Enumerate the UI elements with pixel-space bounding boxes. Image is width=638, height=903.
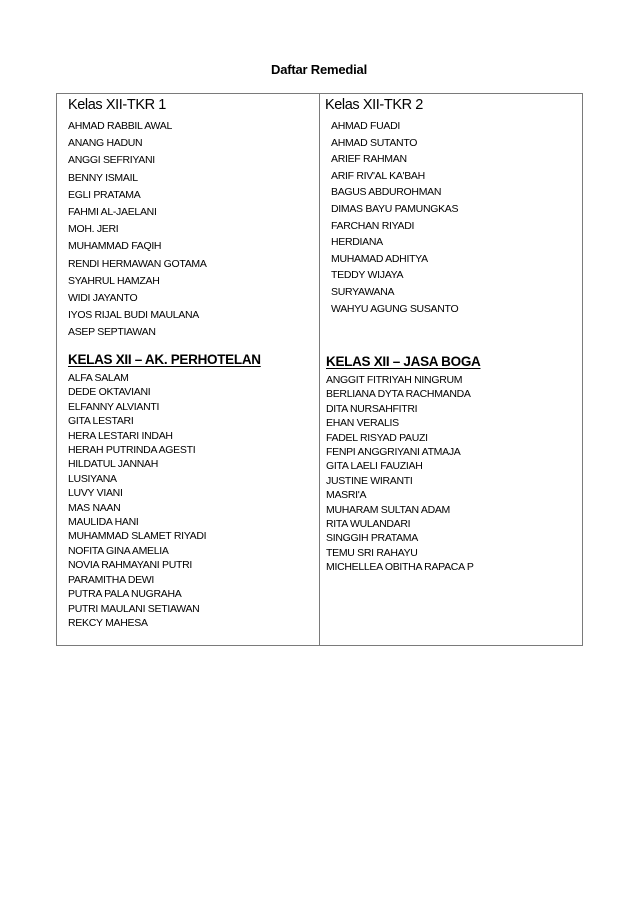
student-name: BERLIANA DYTA RACHMANDA	[326, 388, 471, 401]
student-name: EGLI PRATAMA	[68, 188, 141, 201]
student-name: HERAH PUTRINDA AGESTI	[68, 444, 196, 457]
column-divider	[319, 94, 320, 645]
name-list-tkr2	[325, 118, 458, 317]
student-name: MUHAMMAD FAQIH	[68, 240, 162, 253]
student-name: EHAN VERALIS	[326, 417, 399, 430]
student-name: MICHELLEA OBITHA RAPACA P	[326, 561, 474, 574]
student-name: HILDATUL JANNAH	[68, 458, 159, 471]
student-name: AHMAD RABBIL AWAL	[68, 120, 173, 132]
section-heading-jasaboga: KELAS XII – JASA BOGA	[326, 354, 481, 369]
student-name: TEMU SRI RAHAYU	[326, 546, 418, 559]
student-name: ANGGI SEFRIYANI	[68, 154, 155, 167]
section-tkr1	[68, 96, 207, 342]
student-name: BENNY ISMAIL	[68, 171, 138, 184]
student-name: DITA NURSAHFITRI	[326, 402, 418, 415]
student-name: WIDI JAYANTO	[68, 292, 138, 305]
section-heading-perhotelan: KELAS XII – AK. PERHOTELAN	[68, 352, 261, 367]
student-name: MUHAMAD ADHITYA	[331, 252, 428, 265]
student-name: NOVIA RAHMAYANI PUTRI	[68, 559, 192, 572]
student-name: NOFITA GINA AMELIA	[68, 544, 169, 557]
student-name: SINGGIH PRATAMA	[326, 532, 418, 545]
section-jasaboga	[326, 353, 480, 575]
student-name: SURYAWANA	[331, 285, 395, 298]
student-name: ALFA SALAM	[68, 372, 129, 384]
student-name: FARCHAN RIYADI	[331, 219, 415, 232]
student-name: SYAHRUL HAMZAH	[68, 274, 160, 287]
student-name: ANANG HADUN	[68, 137, 143, 150]
student-name: PARAMITHA DEWI	[68, 573, 155, 586]
name-list-perhotelan	[68, 371, 261, 630]
section-tkr2	[325, 96, 458, 317]
student-name: HERDIANA	[331, 236, 383, 249]
student-name: ARIF RIV'AL KA'BAH	[331, 169, 425, 182]
student-name: ANGGIT FITRIYAH NINGRUM	[326, 374, 463, 386]
student-name: RITA WULANDARI	[326, 518, 411, 531]
student-name: LUVY VIANI	[68, 487, 123, 500]
student-name: AHMAD FUADI	[331, 120, 401, 132]
section-perhotelan	[68, 351, 261, 630]
student-name: BAGUS ABDUROHMAN	[331, 186, 442, 199]
student-name: GITA LESTARI	[68, 415, 134, 428]
student-name: ELFANNY ALVIANTI	[68, 400, 160, 413]
student-name: WAHYU AGUNG SUSANTO	[331, 302, 459, 315]
document-title: Daftar Remedial	[271, 62, 367, 77]
student-name: ASEP SEPTIAWAN	[68, 326, 156, 339]
student-name: ARIEF RAHMAN	[331, 153, 407, 166]
student-name: GITA LAELI FAUZIAH	[326, 460, 423, 473]
section-heading-tkr2: Kelas XII-TKR 2	[325, 97, 423, 113]
student-name: TEDDY WIJAYA	[331, 269, 404, 282]
student-name: DIMAS BAYU PAMUNGKAS	[331, 202, 459, 215]
student-name: JUSTINE WIRANTI	[326, 474, 413, 487]
student-name: MASRI'A	[326, 489, 367, 502]
student-name: MUHARAM SULTAN ADAM	[326, 503, 451, 516]
student-name: PUTRI MAULANI SETIAWAN	[68, 602, 200, 615]
student-name: MAULIDA HANI	[68, 516, 139, 529]
student-name: HERA LESTARI INDAH	[68, 429, 173, 442]
student-name: PUTRA PALA NUGRAHA	[68, 588, 182, 601]
student-name: REKCY MAHESA	[68, 616, 148, 629]
student-name: AHMAD SUTANTO	[331, 136, 418, 149]
student-name: RENDI HERMAWAN GOTAMA	[68, 257, 207, 270]
student-name: MOH. JERI	[68, 223, 119, 236]
remedial-table	[56, 93, 583, 646]
student-name: MAS NAAN	[68, 501, 121, 514]
name-list-jasaboga	[326, 373, 480, 575]
student-name: FADEL RISYAD PAUZI	[326, 431, 428, 444]
student-name: IYOS RIJAL BUDI MAULANA	[68, 309, 199, 322]
student-name: DEDE OKTAVIANI	[68, 386, 151, 399]
student-name: MUHAMMAD SLAMET RIYADI	[68, 530, 207, 543]
name-list-tkr1	[68, 118, 207, 342]
section-heading-tkr1: Kelas XII-TKR 1	[68, 97, 166, 113]
student-name: FENPI ANGGRIYANI ATMAJA	[326, 446, 461, 459]
student-name: FAHMI AL-JAELANI	[68, 206, 157, 219]
student-name: LUSIYANA	[68, 472, 117, 485]
